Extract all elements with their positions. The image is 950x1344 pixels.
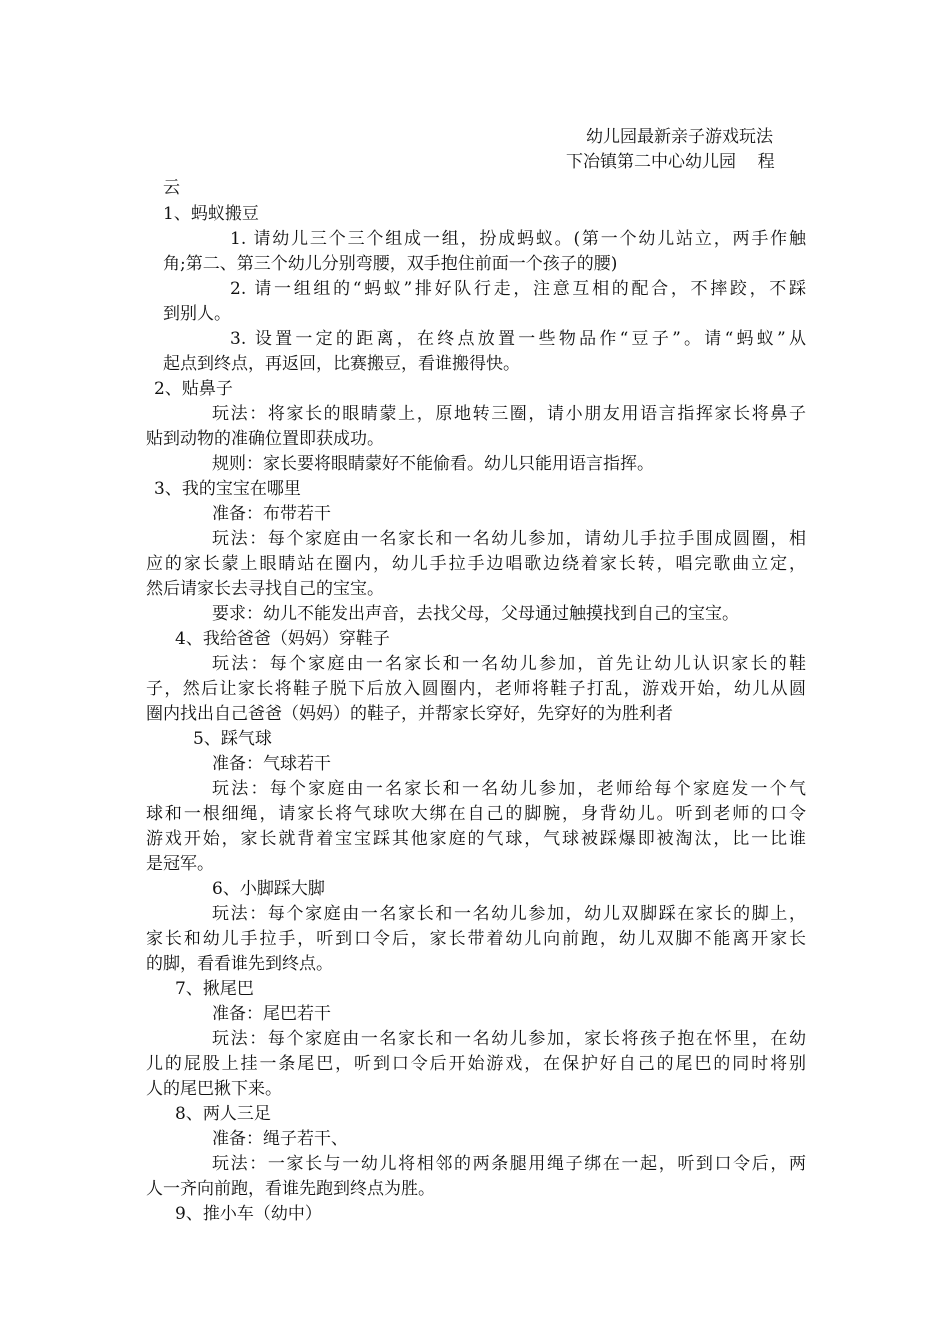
game-heading: 6、小脚踩大脚 [212, 879, 325, 899]
game-para-line: 圈内找出自己爸爸（妈妈）的鞋子，并帮家长穿好，先穿好的为胜利者 [146, 704, 673, 724]
game-heading: 1、蚂蚁搬豆 [163, 204, 259, 224]
game-para-line: 游戏开始，家长就背着宝宝踩其他家庭的气球，气球被踩爆即被淘汰，比一比谁 [146, 829, 806, 849]
game-para-line: 球和一根细绳，请家长将气球吹大绑在自己的脚腕，身背幼儿。听到老师的口令 [146, 804, 806, 824]
game-step-line: 起点到终点，再返回，比赛搬豆，看谁搬得快。 [163, 354, 520, 374]
game-para-line: 应的家长蒙上眼睛站在圈内，幼儿手拉手边唱歌边绕着家长转，唱完歌曲立定， [146, 554, 806, 574]
game-heading: 3、我的宝宝在哪里 [154, 479, 301, 499]
game-heading: 8、两人三足 [175, 1104, 271, 1124]
game-para-line: 是冠军。 [146, 854, 214, 874]
game-step-line: 角;第二、第三个幼儿分别弯腰，双手抱住前面一个孩子的腰) [163, 254, 618, 274]
game-para-line: 玩法：一家长与一幼儿将相邻的两条腿用绳子绑在一起，听到口令后，两 [212, 1154, 806, 1174]
game-step-line: 3. 设置一定的距离，在终点放置一些物品作“豆子”。请“蚂蚁”从 [230, 329, 806, 349]
game-para-line: 人一齐向前跑，看谁先跑到终点为胜。 [146, 1179, 435, 1199]
game-step-line: 到别人。 [163, 304, 231, 324]
game-para-line: 要求：幼儿不能发出声音，去找父母，父母通过触摸找到自己的宝宝。 [212, 604, 739, 624]
game-para-line: 然后请家长去寻找自己的宝宝。 [146, 579, 384, 599]
author-line-wrap: 云 [163, 178, 180, 198]
author-line: 下冶镇第二中心幼儿园 程 [566, 152, 775, 172]
game-para-line: 的脚，看看谁先到终点。 [146, 954, 333, 974]
game-para-line: 准备：绳子若干、 [212, 1129, 348, 1149]
game-para-line: 玩法：每个家庭由一名家长和一名幼儿参加，幼儿双脚踩在家长的脚上， [212, 904, 806, 924]
game-para-line: 玩法：每个家庭由一名家长和一名幼儿参加，家长将孩子抱在怀里，在幼 [212, 1029, 806, 1049]
game-para-line: 准备：气球若干 [212, 754, 331, 774]
game-para-line: 玩法：每个家庭由一名家长和一名幼儿参加，老师给每个家庭发一个气 [212, 779, 806, 799]
game-para-line: 贴到动物的准确位置即获成功。 [146, 429, 384, 449]
game-step-line: 2. 请一组组的“蚂蚁”排好队行走，注意互相的配合，不摔跤，不踩 [230, 279, 806, 299]
game-para-line: 规则：家长要将眼睛蒙好不能偷看。幼儿只能用语言指挥。 [212, 454, 654, 474]
game-heading: 7、揪尾巴 [175, 979, 254, 999]
document-title: 幼儿园最新亲子游戏玩法 [586, 127, 773, 147]
game-para-line: 子，然后让家长将鞋子脱下后放入圆圈内，老师将鞋子打乱，游戏开始，幼儿从圆 [146, 679, 806, 699]
game-para-line: 玩法：每个家庭由一名家长和一名幼儿参加，请幼儿手拉手围成圆圈，相 [212, 529, 806, 549]
game-para-line: 人的尾巴揪下来。 [146, 1079, 282, 1099]
game-para-line: 准备：尾巴若干 [212, 1004, 331, 1024]
game-para-line: 准备：布带若干 [212, 504, 331, 524]
game-para-line: 玩法：每个家庭由一名家长和一名幼儿参加，首先让幼儿认识家长的鞋 [212, 654, 806, 674]
game-heading: 4、我给爸爸（妈妈）穿鞋子 [175, 629, 390, 649]
game-para-line: 玩法：将家长的眼睛蒙上，原地转三圈，请小朋友用语言指挥家长将鼻子 [212, 404, 806, 424]
game-heading: 5、踩气球 [193, 729, 272, 749]
game-heading: 9、推小车（幼中） [175, 1204, 322, 1224]
game-heading: 2、贴鼻子 [154, 379, 233, 399]
game-para-line: 儿的屁股上挂一条尾巴，听到口令后开始游戏，在保护好自己的尾巴的同时将别 [146, 1054, 806, 1074]
game-para-line: 家长和幼儿手拉手，听到口令后，家长带着幼儿向前跑，幼儿双脚不能离开家长 [146, 929, 806, 949]
game-step-line: 1. 请幼儿三个三个组成一组，扮成蚂蚁。(第一个幼儿站立，两手作触 [230, 229, 806, 249]
